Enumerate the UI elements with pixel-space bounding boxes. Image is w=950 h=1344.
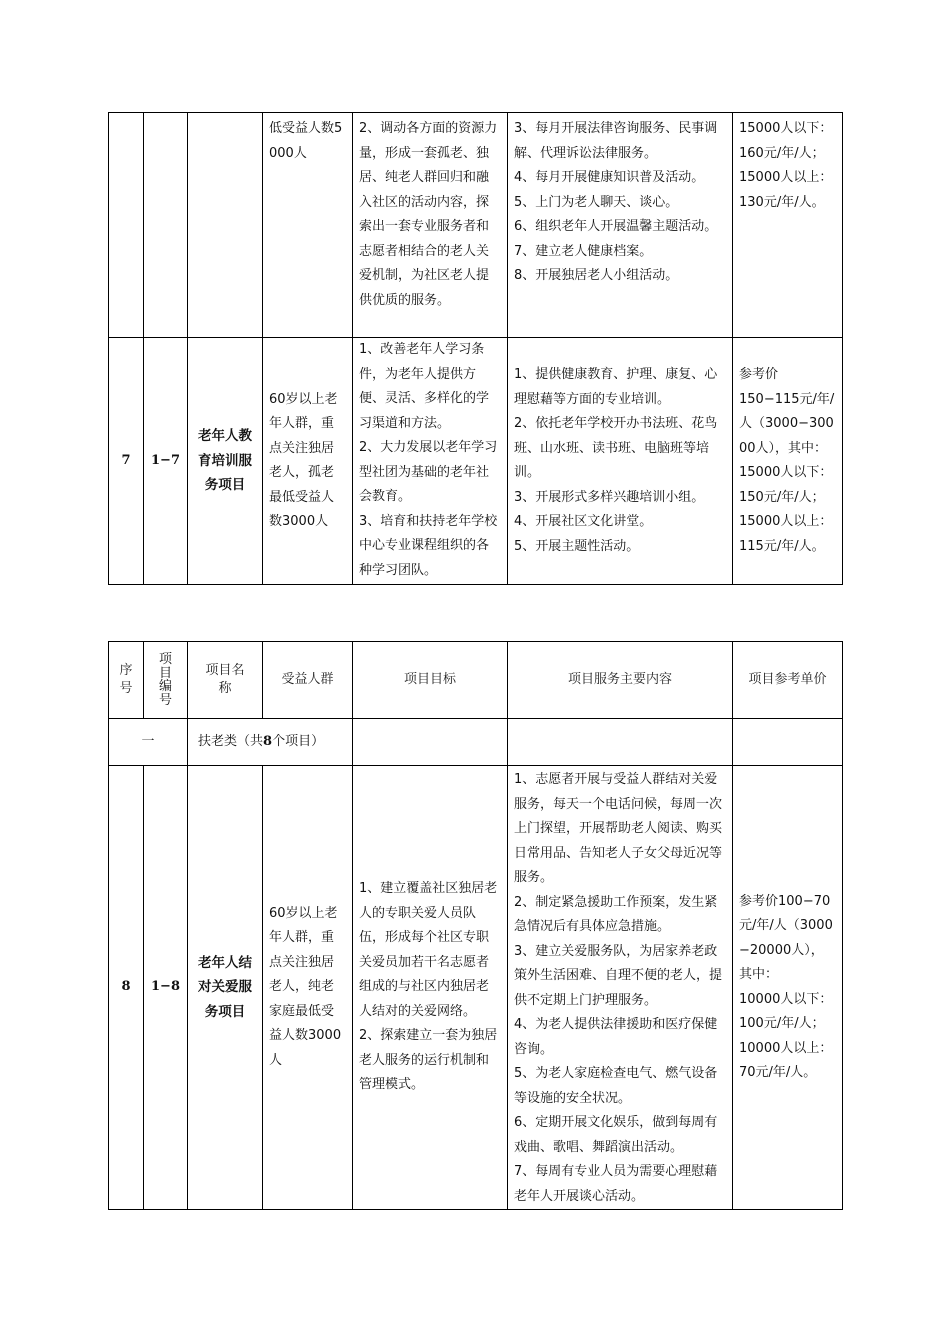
beneficiary-text: 低受益人数5000人 xyxy=(269,121,343,161)
goal-cell xyxy=(353,766,508,1210)
header-content: 项目服务主要内容 xyxy=(508,642,733,719)
goal-item: 3、培育和扶持老年学校中心专业课程组织的各种学习团队。 xyxy=(359,513,498,578)
category-label xyxy=(188,719,353,766)
header-code: 项目编号 xyxy=(144,642,188,719)
content-item: 4、为老人提供法律援助和医疗保健咨询。 xyxy=(514,1017,718,1057)
code-cell: 1−8 xyxy=(144,766,188,1210)
content-item: 5、上门为老人聊天、谈心。 xyxy=(514,194,679,210)
beneficiary-cell xyxy=(263,113,353,338)
content-item: 2、依托老年学校开办书法班、花鸟班、山水班、读书班、电脑班等培训。 xyxy=(514,416,718,480)
beneficiary-cell: 60岁以上老年人群，重点关注独居老人，孤老最低受益人数3000人 xyxy=(263,338,353,585)
price-line: 10000人以上：70元/年/人。 xyxy=(739,1040,833,1080)
header-seq: 序号 xyxy=(109,642,144,719)
content-item: 6、组织老年人开展温馨主题活动。 xyxy=(514,219,718,234)
price-line: 15000人以上：115元/年/人。 xyxy=(739,514,833,554)
price-line: 10000人以下：100元/年/人； xyxy=(739,991,833,1031)
price-line: 150−115元/年/人（3000−30000人），其中： xyxy=(739,391,835,456)
price-line: 参考价 xyxy=(739,367,779,382)
goal-item: 1、建立覆盖社区独居老人的专职关爱人员队伍，形成每个社区专职关爱员加若干名志愿者组成的与社区内独居老人结对的关爱网络。 xyxy=(359,881,498,1019)
header-beneficiary: 受益人群 xyxy=(263,642,353,719)
price-line: 参考价100−70元/年/人（3000−20000人），其中： xyxy=(739,893,833,982)
seq-cell: 7 xyxy=(109,338,144,585)
content-item: 7、建立老人健康档案。 xyxy=(514,243,653,259)
content-cell xyxy=(508,766,733,1210)
price-cell xyxy=(733,338,843,585)
category-label-post: 个项目） xyxy=(272,733,325,749)
seq-cell xyxy=(109,113,144,338)
category-label-pre: 扶老类（共 xyxy=(198,733,264,749)
content-item: 1、志愿者开展与受益人群结对关爱服务，每天一个电话问候，每周一次上门探望，开展帮助老人阅读、购买日常用品、告知老人子女父母近况等服务。 xyxy=(514,772,723,885)
goal-item: 2、探索建立一套为独居老人服务的运行机制和管理模式。 xyxy=(359,1028,498,1093)
content-cell xyxy=(508,338,733,585)
header-price: 项目参考单价 xyxy=(733,642,843,719)
name-cell xyxy=(188,113,263,338)
goal-item: 1、改善老年人学习条件，为老年人提供方便、灵活、多样化的学习渠道和方法。 xyxy=(359,342,490,431)
content-item: 4、开展社区文化讲堂。 xyxy=(514,514,653,529)
price-line: 15000人以下：150元/年/人； xyxy=(739,465,833,505)
content-item: 3、每月开展法律咨询服务、民事调解、代理诉讼法律服务。 xyxy=(514,121,718,161)
goal-cell xyxy=(353,338,508,585)
content-item: 3、建立关爱服务队，为居家养老政策外生活困难、自理不便的老人，提供不定期上门护理服务。 xyxy=(514,943,723,1008)
category-content-cell xyxy=(508,719,733,766)
goal-text: 2、调动各方面的资源力量，形成一套孤老、独居、纯老人群回归和融入社区的活动内容，探索出一套专业服务者和志愿者相结合的老人关爱机制，为社区老人提供优质的服务。 xyxy=(359,121,498,308)
table-row xyxy=(109,338,843,585)
category-goal-cell xyxy=(353,719,508,766)
price-line: 15000人以上：130元/年/人。 xyxy=(739,170,833,210)
seq-cell: 8 xyxy=(109,766,144,1210)
code-cell xyxy=(144,113,188,338)
category-row xyxy=(109,719,843,766)
beneficiary-cell: 60岁以上老年人群，重点关注独居老人，纯老家庭最低受益人数3000人 xyxy=(263,766,353,1210)
goal-item: 2、大力发展以老年学习型社团为基础的老年社会教育。 xyxy=(359,440,498,504)
price-line: 15000人以下：160元/年/人； xyxy=(739,121,833,161)
content-item: 2、制定紧急援助工作预案，发生紧急情况后有具体应急措施。 xyxy=(514,894,718,934)
header-name: 项目名称 xyxy=(188,642,263,719)
price-cell xyxy=(733,766,843,1210)
content-item: 4、每月开展健康知识普及活动。 xyxy=(514,170,705,185)
category-number: 一 xyxy=(109,719,188,766)
content-item: 3、开展形式多样兴趣培训小组。 xyxy=(514,489,705,505)
header-row xyxy=(109,642,843,719)
content-item: 1、提供健康教育、护理、康复、心理慰藉等方面的专业培训。 xyxy=(514,367,718,407)
table-row xyxy=(109,766,843,1210)
name-cell: 老年人教育培训服务项目 xyxy=(188,338,263,585)
category-count: 8 xyxy=(263,733,273,749)
content-item: 6、定期开展文化娱乐，做到每周有戏曲、歌唱、舞蹈演出活动。 xyxy=(514,1115,718,1155)
content-item: 8、开展独居老人小组活动。 xyxy=(514,268,679,283)
code-cell: 1−7 xyxy=(144,338,188,585)
table-top xyxy=(108,112,843,585)
content-item: 5、为老人家庭检查电气、燃气设备等设施的安全状况。 xyxy=(514,1066,718,1106)
content-cell xyxy=(508,113,733,338)
name-cell: 老年人结对关爱服务项目 xyxy=(188,766,263,1210)
table-bottom xyxy=(108,641,843,1210)
content-item: 7、每周有专业人员为需要心理慰藉老年人开展谈心活动。 xyxy=(514,1164,718,1204)
price-cell xyxy=(733,113,843,338)
content-item: 5、开展主题性活动。 xyxy=(514,538,640,554)
table-row xyxy=(109,113,843,338)
goal-cell xyxy=(353,113,508,338)
header-goal: 项目目标 xyxy=(353,642,508,719)
category-price-cell xyxy=(733,719,843,766)
